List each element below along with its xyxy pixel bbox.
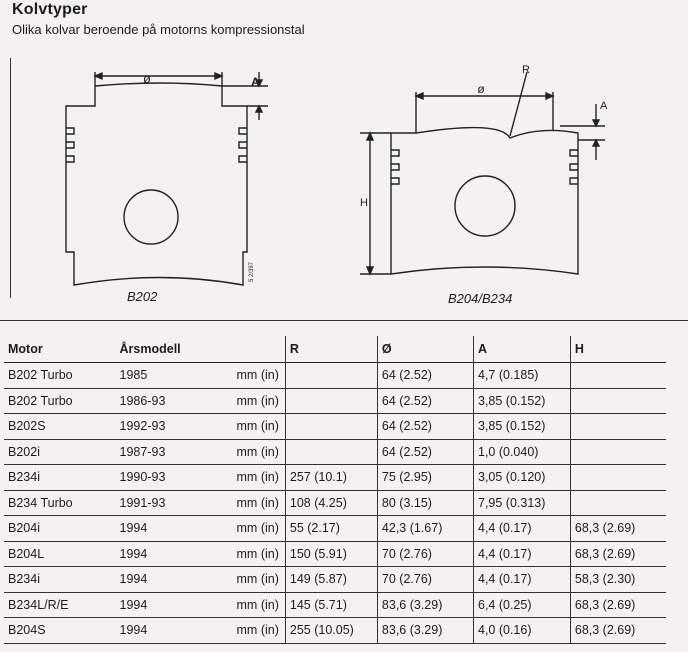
- b202-a-label: A: [251, 75, 260, 89]
- cell-unit: mm (in): [219, 414, 286, 440]
- cell-a: 4,0 (0.16): [474, 618, 571, 644]
- b202-caption: B202: [127, 289, 158, 304]
- table-row: [4, 465, 666, 491]
- cell-motor: B202S: [4, 414, 116, 440]
- cell-diameter: 70 (2.76): [377, 541, 473, 567]
- cell-a: 1,0 (0.040): [474, 439, 571, 465]
- header-a: A: [474, 336, 571, 363]
- table-row: [4, 490, 666, 516]
- cell-r: 150 (5.91): [285, 541, 377, 567]
- cell-year: 1994: [116, 618, 219, 644]
- cell-r: 257 (10.1): [285, 465, 377, 491]
- cell-h: 68,3 (2.69): [570, 516, 666, 542]
- cell-diameter: 75 (2.95): [377, 465, 473, 491]
- cell-r: 149 (5.87): [285, 567, 377, 593]
- cell-year: 1994: [116, 541, 219, 567]
- cell-a: 4,4 (0.17): [474, 541, 571, 567]
- b204-r-label: R: [522, 64, 530, 76]
- cell-year: 1987-93: [116, 439, 219, 465]
- b204-h-label: H: [360, 197, 368, 209]
- cell-r: [285, 414, 377, 440]
- cell-year: 1985: [116, 363, 219, 389]
- cell-h: [570, 388, 666, 414]
- cell-r: [285, 388, 377, 414]
- b202-drawing-code: 5 2/397: [249, 261, 255, 282]
- b204-a-label: A: [600, 100, 608, 112]
- cell-motor: B234i: [4, 567, 116, 593]
- section-divider: [0, 320, 688, 321]
- table-header-row: [4, 336, 666, 363]
- cell-h: [570, 363, 666, 389]
- cell-r: [285, 439, 377, 465]
- b204-caption: B204/B234: [448, 291, 513, 306]
- cell-a: 4,7 (0.185): [474, 363, 571, 389]
- cell-diameter: 42,3 (1.67): [377, 516, 473, 542]
- cell-motor: B204S: [4, 618, 116, 644]
- cell-unit: mm (in): [219, 439, 286, 465]
- cell-r: [285, 363, 377, 389]
- cell-h: [570, 465, 666, 491]
- cell-motor: B204i: [4, 516, 116, 542]
- table-row: [4, 541, 666, 567]
- header-h: H: [570, 336, 666, 363]
- cell-motor: B234L/R/E: [4, 592, 116, 618]
- table-row: [4, 414, 666, 440]
- cell-a: 4,4 (0.17): [474, 516, 571, 542]
- table-row: [4, 516, 666, 542]
- cell-h: 58,3 (2.30): [570, 567, 666, 593]
- b204-diameter-label: ø: [477, 82, 485, 96]
- cell-a: 3,85 (0.152): [474, 388, 571, 414]
- header-r: R: [285, 336, 377, 363]
- cell-motor: B204L: [4, 541, 116, 567]
- cell-motor: B202 Turbo: [4, 388, 116, 414]
- table-body: [4, 363, 666, 644]
- cell-motor: B234i: [4, 465, 116, 491]
- cell-r: 55 (2.17): [285, 516, 377, 542]
- cell-unit: mm (in): [219, 541, 286, 567]
- cell-diameter: 64 (2.52): [377, 439, 473, 465]
- cell-unit: mm (in): [219, 490, 286, 516]
- cell-unit: mm (in): [219, 567, 286, 593]
- table-row: [4, 567, 666, 593]
- cell-h: 68,3 (2.69): [570, 592, 666, 618]
- cell-year: 1990-93: [116, 465, 219, 491]
- table-row: [4, 363, 666, 389]
- cell-h: 68,3 (2.69): [570, 541, 666, 567]
- cell-motor: B234 Turbo: [4, 490, 116, 516]
- table-row: [4, 439, 666, 465]
- cell-unit: mm (in): [219, 388, 286, 414]
- header-year: Årsmodell: [116, 336, 219, 363]
- cell-year: 1986-93: [116, 388, 219, 414]
- cell-unit: mm (in): [219, 516, 286, 542]
- cell-diameter: 64 (2.52): [377, 363, 473, 389]
- cell-h: 68,3 (2.69): [570, 618, 666, 644]
- cell-diameter: 83,6 (3.29): [377, 618, 473, 644]
- piston-diagrams: [0, 40, 688, 325]
- cell-year: 1992-93: [116, 414, 219, 440]
- cell-year: 1991-93: [116, 490, 219, 516]
- page-subtitle: Olika kolvar beroende på motorns kompressionstal: [12, 22, 305, 37]
- cell-a: 3,05 (0.120): [474, 465, 571, 491]
- cell-diameter: 70 (2.76): [377, 567, 473, 593]
- cell-diameter: 64 (2.52): [377, 414, 473, 440]
- piston-spec-table: [4, 336, 666, 644]
- cell-a: 4,4 (0.17): [474, 567, 571, 593]
- cell-year: 1994: [116, 516, 219, 542]
- cell-h: [570, 490, 666, 516]
- b202-diameter-label: ø: [143, 71, 151, 86]
- cell-unit: mm (in): [219, 618, 286, 644]
- header-diameter: Ø: [377, 336, 473, 363]
- cell-diameter: 64 (2.52): [377, 388, 473, 414]
- piston-diagrams-svg: [0, 40, 688, 320]
- table-row: [4, 388, 666, 414]
- cell-unit: mm (in): [219, 465, 286, 491]
- header-motor: Motor: [4, 336, 116, 363]
- cell-r: 255 (10.05): [285, 618, 377, 644]
- cell-a: 7,95 (0.313): [474, 490, 571, 516]
- cell-h: [570, 439, 666, 465]
- cell-a: 6,4 (0.25): [474, 592, 571, 618]
- cell-r: 145 (5.71): [285, 592, 377, 618]
- cell-unit: mm (in): [219, 592, 286, 618]
- cell-r: 108 (4.25): [285, 490, 377, 516]
- table-row: [4, 618, 666, 644]
- header-unit: [219, 336, 286, 363]
- cell-a: 3,85 (0.152): [474, 414, 571, 440]
- piston-b204-drawing: [360, 72, 605, 274]
- cell-motor: B202i: [4, 439, 116, 465]
- cell-motor: B202 Turbo: [4, 363, 116, 389]
- table-row: [4, 592, 666, 618]
- piston-b202-drawing: [66, 72, 268, 285]
- cell-diameter: 83,6 (3.29): [377, 592, 473, 618]
- cell-year: 1994: [116, 567, 219, 593]
- cell-h: [570, 414, 666, 440]
- page-title: Kolvtyper: [12, 1, 88, 18]
- cell-unit: mm (in): [219, 363, 286, 389]
- cell-diameter: 80 (3.15): [377, 490, 473, 516]
- cell-year: 1994: [116, 592, 219, 618]
